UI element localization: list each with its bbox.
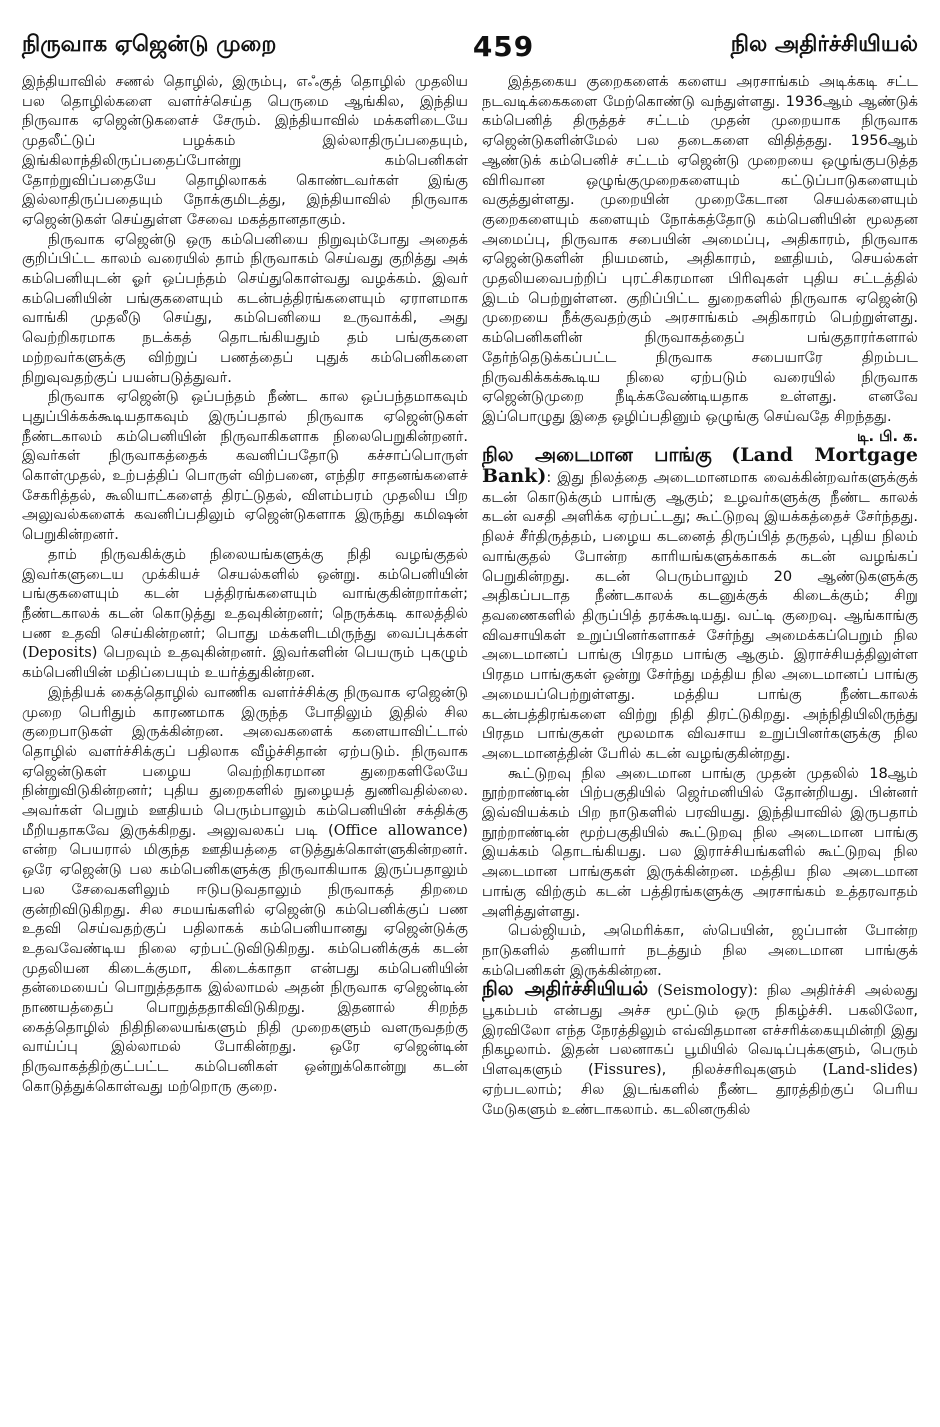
paragraph: இத்தகைய குறைகளைக் களைய அரசாங்கம் அடிக்கடி சட்ட நடவடிக்கைகளை மேற்கொண்டு வந்துள்ளது. 1936ஆம் ஆண்டுக் கம்பெனித் திருத்தச் சட்டம் முதன் முறையாக நிருவாக ஏஜென்டுகளின்மேல் பல தடைகளை விதித்தது. 1956ஆம் ஆண்டுக் கம்பெனிச் சட்டம் ஏஜென்டு முறையை ஒழுங்குபடுத்த விரிவான ஒழுங்குமுறைகளையும் கட்டுப்பாடுகளையும் வகுத்துள்ளது. முறையின் முறைகேடான செயல்களையும் குறைகளையும் களையும் நோக்கத்தோடு கம்பெனியின் மூலதன அமைப்பு, நிருவாக சபையின் அமைப்பு, அதிகாரம், நிருவாக ஏஜென்டுகளின் நியமனம், அதிகாரம், ஊதியம், செயல்கள் முதலியவைபற்றிப் புரட்சிகரமான பிரிவுகள் புதிய சட்டத்தில் இடம் பெற்றுள்ளன. குறிப்பிட்ட துறைகளில் நிருவாக ஏஜென்டு முறையை நீக்குவதற்கும் அரசாங்கம் அதிகாரம் பெற்றுள்ளது. கம்பெனிகளின் நிருவாகத்தைப் பங்குதாரர்களால் தேர்ந்தெடுக்கப்பட்ட நிருவாக சபையாரே திறம்பட நிருவகிக்கக்கூடிய நிலை ஏற்படும் வரையில் நிருவாக ஏஜென்டுமுறை நீடிக்கவேண்டியதாக உள்ளது. எனவே இப்பொழுது இதை ஒழிப்பதினும் ஒழுங்கு செய்வதே சிறந்தது. (482, 73, 918, 425)
page-number: 459 (472, 29, 535, 63)
right-column (482, 72, 918, 1407)
entry-heading-english: (Land Mortgage Bank) (482, 444, 918, 488)
paragraph: கூட்டுறவு நில அடைமான பாங்கு முதன் முதலில் 18ஆம் நூற்றாண்டின் பிற்பகுதியில் ஜெர்மனியில் தோன்றியது. பின்னர் இவ்வியக்கம் பிற நாடுகளில் பரவியது. இந்தியாவில் இருபதாம் நூற்றாண்டின் மூற்பகுதியில் கூட்டுறவு நில அடைமான பாங்கு இயக்கம் தொடங்கியது. பல இராச்சியங்களில் கூட்டுறவு நில அடைமான பாங்குகள் இருக்கின்றன. மத்திய நில அடைமான பாங்கு விற்கும் கடன் பத்திரங்களுக்கு அரசாங்கம் உத்தரவாதம் அளித்துள்ளது. (482, 764, 918, 920)
entry-heading-english: (Seismology) (657, 982, 754, 1000)
paragraph: நிருவாக ஏஜென்டு ஒப்பந்தம் நீண்ட கால ஒப்பந்தமாகவும் புதுப்பிக்கக்கூடியதாகவும் இருப்பதால் நிருவாக ஏஜென்டுகள் நீண்டகாலம் கம்பெனியின் நிருவாகிகளாக நிலைபெறுகின்றனர். இவர்கள் நிருவாகத்தைக் கவனிப்பதோடு கச்சாப்பொருள் கொள்முதல், உற்பத்திப் பொருள் விற்பனை, எந்திர சாதனங்களைச் சேகரித்தல், கூலியாட்களைத் திரட்டுதல், விளம்பரம் முதலிய பிற அலுவல்களைக் கவனிப்பதிலும் ஏஜென்டுகளாக இருந்து கமிஷன் பெறுகின்றனர். (22, 388, 468, 544)
entry-land-mortgage-bank (482, 446, 918, 763)
paragraph: நிருவாக ஏஜென்டு ஒரு கம்பெனியை நிறுவும்போது அதைக் குறிப்பிட்ட காலம் வரையில் தாம் நிருவாகம் செய்வது குறித்து அக் கம்பெனியுடன் ஓர் ஒப்பந்தம் செய்துகொள்வது வழக்கம். இவர் கம்பெனியின் பங்குகளையும் கடன்பத்திரங்களையும் ஏராளமாக வாங்கி முதலீடு செய்து, கம்பெனியை உருவாக்கி, அது வெற்றிகரமாக நடக்கத் தொடங்கியதும் தம் பங்குகளை மற்றவர்களுக்கு விற்றுப் பணத்தைப் புதுக் கம்பெனிகளை நிறுவுவதற்குப் பயன்படுத்துவர். (22, 230, 468, 386)
paragraph (22, 683, 468, 1097)
text-run: ) என்ற பெயரால் மிகுந்த ஊதியத்தை எடுத்துக்கொள்ளுகின்றனர். ஒரே ஏஜென்டு பல கம்பெனிகளுக்கு நிருவாகியாக இருப்பதாலும் பல சேவைகளிலும் ஈடுபடுவதாலும் நிருவாகத் திறமை குன்றிவிடுகிறது. சில சமயங்களில் ஏஜென்டு கம்பெனிக்குப் பண உதவி செய்வதற்குப் பதிலாகக் கம்பெனியானது ஏஜென்டுக்கு உதவவேண்டிய நிலை ஏற்பட்டுவிடுகிறது. கம்பெனிக்குக் கடன் முதலியன கிடைக்குமா, கிடைக்காதா என்பது கம்பெனியின் தன்மையைப் பொறுத்ததாக இல்லாமல் அதன் நிருவாக ஏஜென்டின் நாணயத்தைப் பொறுத்ததாகிவிடுகிறது. இதனால் சிறந்த கைத்தொழில் நிதிநிலையங்களும் நிதி முறைகளும் வளருவதற்கு வாய்ப்பு இல்லாமல் போகின்றது. ஒரே ஏஜென்டின் நிருவாகத்திற்குட்பட்ட கம்பெனிகள் ஒன்றுக்கொன்று கடன் கொடுத்துக்கொள்வது மற்றொரு குறை. (22, 821, 468, 1095)
text-run: இந்தியக் கைத்தொழில் வாணிக வளர்ச்சிக்கு நிருவாக ஏஜென்டு முறை பெரிதும் காரணமாக இருந்த போதிலும் இதில் சில குறைபாடுகள் இருக்கின்றன. அவைகளைக் களையாவிட்டால் தொழில் வளர்ச்சிக்குப் பதிலாக வீழ்ச்சிதான் ஏற்படும். நிருவாக ஏஜென்டுகள் பழைய வெற்றிகரமான துறைகளிலேயே நின்றுவிடுகின்றனர்; புதிய துறைகளில் நுழையத் துணிவதில்லை. அவர்கள் பெறும் ஊதியம் பெரும்பாலும் கம்பெனியின் சக்திக்கு மீறியதாகவே இருக்கிறது. அலுவலகப் படி ( (22, 683, 468, 839)
running-head-left: நிருவாக ஏஜென்டு முறை (22, 32, 277, 57)
page-header (22, 26, 918, 66)
paragraph: பெல்ஜியம், அமெரிக்கா, ஸ்பெயின், ஜப்பான் போன்ற நாடுகளில் தனியார் நடத்தும் நில அடைமான பாங்குக் கம்பெனிகள் இருக்கின்றன. (482, 922, 918, 979)
english-term: Fissures (593, 1061, 656, 1079)
text-run: ) ஏற்படலாம்; சில இடங்களில் நீண்ட தூரத்திற்குப் பெரிய மேடுகளும் உண்டாகலாம். கடலினருகில் (482, 1061, 918, 1118)
text-run: ), நிலச்சரிவுகளும் ( (655, 1061, 828, 1079)
text-run: : இது நிலத்தை அடைமானமாக வைக்கின்றவர்களுக்குக் கடன் கொடுக்கும் பாங்கு ஆகும்; உழவர்களுக்கு நீண்ட காலக் கடன் வசதி அளிக்க ஏற்பட்டது; கூட்டுறவு இயக்கத்தைச் சேர்ந்தது. நிலச் சீர்திருத்தம், பழைய கடனைத் திருப்பித் தருதல், புதிய நிலம் வாங்குதல் போன்ற காரியங்களுக்காகக் கடன் வழங்கப் பெறுகின்றது. கடன் பெரும்பாலும் 20 ஆண்டுகளுக்கு அதிகப்படாத நீண்டகாலக் கடனுக்குக் கிடைக்கும்; சிறு தவணைகளில் திருப்பித் தரக்கூடியது. வட்டி குறைவு. ஆங்காங்கு விவசாயிகள் உறுப்பினர்களாகச் சேர்ந்து அமைக்கப்பெறும் நில அடைமானப் பாங்கு பிரதம பாங்கு ஆகும். இராச்சியத்திலுள்ள பிரதம பாங்குகள் ஒன்று சேர்ந்து மத்திய நில அடைமானப் பாங்கு அமையப்பெற்றுள்ளது. மத்திய பாங்கு நீண்டகாலக் கடன்பத்திரங்களை விற்று நிதி திரட்டுகிறது. அந்நிதியிலிருந்து பிரதம பாங்குகள் மூலமாக விவசாய உறுப்பினர்களுக்கு நில அடைமானத்தின் பேரில் கடன் வழங்குகின்றது. (482, 469, 918, 762)
left-column (22, 72, 468, 1407)
paragraph: இந்தியாவில் சணல் தொழில், இரும்பு, எஃகுத் தொழில் முதலிய பல தொழில்களை வளர்ச்செய்த பெருமை ஆங்கில, இந்திய நிருவாக ஏஜென்டுகளைச் சேரும். இந்தியாவில் மக்களிடையே முதலீட்டுப் பழக்கம் இல்லாதிருப்பதையும், இங்கிலாந்திலிருப்பதைப்போன்று கம்பெனிகள் தோற்றுவிப்பதையே தொழிலாகக் கொண்டவர்கள் இங்கு இல்லாதிருப்பதையும் நோக்குமிடத்து, இந்தியாவில் நிருவாக ஏஜென்டுகள் செய்துள்ள சேவை மகத்தானதாகும். (22, 73, 468, 228)
entry-heading: நில அதிர்ச்சியியல் (482, 978, 649, 1001)
english-term: Land-slides (827, 1061, 913, 1079)
text-run: தாம் நிருவகிக்கும் நிலையங்களுக்கு நிதி வழங்குதல் இவர்களுடைய முக்கியச் செயல்களில் ஒன்று. கம்பெனியின் பங்குகளையும் கடன் பத்திரங்களையும் வாங்குகின்றார்கள்; நீண்டகாலக் கடன் கொடுத்து உதவுகின்றனர்; நெருக்கடி காலத்தில் பண உதவி செய்கின்றனர்; பொது மக்களிடமிருந்து வைப்புக்கள் ( (22, 545, 468, 662)
author-initials: டி. பி. க. (856, 427, 918, 445)
entry-seismology (482, 980, 918, 1119)
entry-heading: நில அடைமான பாங்கு (482, 444, 712, 467)
running-head-right: நில அதிர்ச்சியியல் (730, 32, 918, 57)
text-run: : நில அதிர்ச்சி அல்லது பூகம்பம் என்பது அச்ச மூட்டும் ஒரு நிகழ்ச்சி. பகலிலோ, இரவிலோ எந்த நேரத்திலும் எவ்விதமான எச்சரிக்கையுமின்றி இது நிகழலாம். இதன் பலனாகப் பூமியில் வெடிப்புக்களும், பெரும் பிளவுகளும் ( (482, 982, 918, 1079)
english-term: Office allowance (333, 821, 463, 839)
english-term: Deposits (27, 644, 92, 662)
paragraph (22, 545, 468, 683)
text-run: ) பெறவும் உதவுகின்றனர். இவர்களின் பெயரும் புகழும் கம்பெனியின் மதிப்பையும் உயர்த்துகின்றன. (22, 644, 468, 682)
